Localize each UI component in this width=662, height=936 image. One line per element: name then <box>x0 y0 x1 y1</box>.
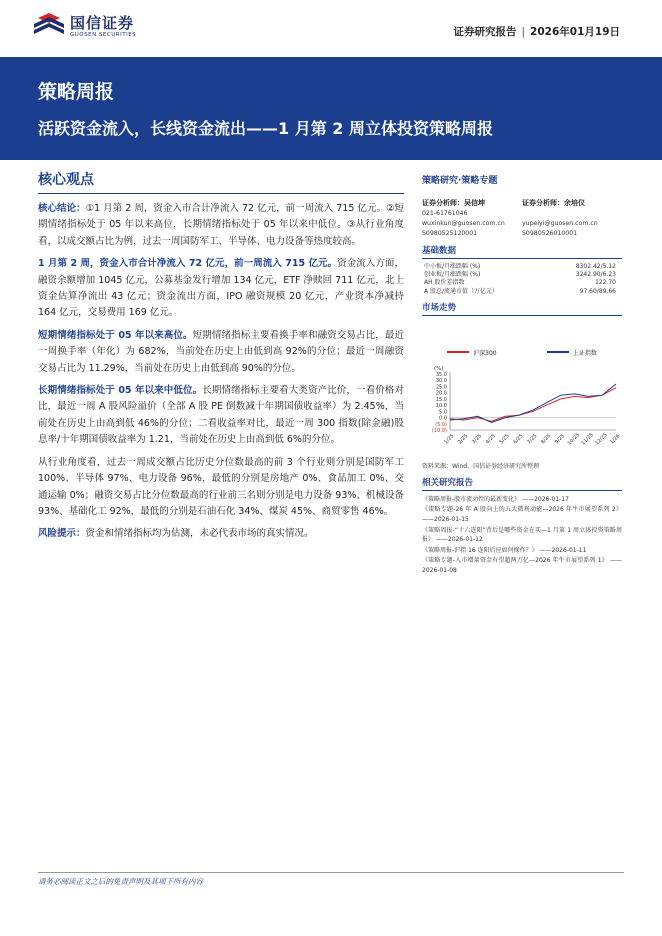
analyst-phone <box>522 209 622 219</box>
x-tick-label: 1/26 <box>609 433 622 446</box>
basic-data-value: 3242.90/6.23 <box>575 271 616 279</box>
y-tick-label: 15.0 <box>435 396 447 403</box>
y-tick-label: 5.0 <box>439 409 447 416</box>
x-tick-label: 1/25 <box>443 433 456 446</box>
guosen-logo <box>32 12 136 40</box>
logo-name-cn: 国信证券 <box>70 13 135 32</box>
paragraph-text: 资金和情绪指标均为估测，未必代表市场的真实情况。 <box>85 528 314 540</box>
y-tick-label: 30.0 <box>435 378 447 385</box>
analyst-license: S0980525120001 <box>422 230 478 237</box>
related-report-item[interactable]: 《策略专题-入市增量资金有望超两万亿—2026 年牛市展望系列 1》 ——2026-01-08 <box>422 557 622 574</box>
paragraph-text: ①1 月第 2 周，资金入市合计净流入 72 亿元，前一周流入 715 亿元。②短期情绪指标处于 05 年以来高位，长期情绪指标处于 05 年以来中低位。③从行业角度看，以成交额占比为例，过去一周国防军工、半导体、电力设备等热度较高。 <box>38 203 404 247</box>
related-reports-heading: 相关研究报告 <box>422 477 622 491</box>
paragraph-lead: 长期情绪指标处于 05 年以来中低位。 <box>38 385 203 397</box>
chart-legend <box>422 348 622 357</box>
related-report-item[interactable]: 《策略周报-沪指 16 连阳后应如何操作？》 ——2026-01-11 <box>422 546 587 554</box>
logo-name-en: GUOSEN SECURITIES <box>70 31 137 38</box>
basic-data-label: 中小板/月涨跌幅 (%) <box>424 263 481 270</box>
basic-data-label: AH 股价差指数 <box>424 279 465 287</box>
core-views-body <box>38 201 404 543</box>
legend-swatch <box>547 351 569 353</box>
paragraph-lead: 核心结论： <box>38 203 86 214</box>
core-paragraph <box>38 201 404 250</box>
basic-data-value: 122.70 <box>595 279 616 287</box>
report-category-title: 策略周报 <box>38 81 115 103</box>
report-type: 证券研究报告 <box>453 26 517 38</box>
analyst-role: 证券分析师： <box>522 199 564 207</box>
paragraph-text: 长期情绪指标主要看大类资产比价，一看价格对比，最近一周 A 股风险溢价（全部 A 股 PE 倒数减十年期国债收益率）为 2.45%，当前处在历史上由高到低 46%的分位；二看收益率对比，最近一周 300 指数(除金融)股息率/十年期国债收益率为 1.21，当前处在历史上由高到低 6%的分位。 <box>38 385 404 446</box>
analyst-email[interactable]: wuxinkun@guosen.com.cn <box>422 220 505 227</box>
research-category: 策略研究·策略专题 <box>422 176 498 186</box>
report-date: 2026年01月19日 <box>530 26 620 38</box>
report-type-line: 证券研究报告 | 2026年01月19日 <box>453 26 620 38</box>
legend-swatch <box>447 351 469 353</box>
y-tick-label: 25.0 <box>435 384 447 391</box>
x-tick-label: 2/25 <box>457 433 470 446</box>
basic-data-row <box>422 263 622 271</box>
y-tick-label: 20.0 <box>435 390 447 397</box>
analyst-role: 证券分析师： <box>422 199 464 207</box>
guosen-logo-icon <box>32 12 66 40</box>
market-trend-heading: 市场走势 <box>422 302 622 316</box>
sidebar <box>422 174 622 577</box>
paragraph-text: 从行业角度看，过去一周成交额占比历史分位数最高的前 3 个行业则分别是国防军工 100%、半导体 97%、电力设备 96%，最低的分别是房地产 0%、食品加工 0%、交通运输 0%；融资交易占比分位数最高的行业前三名则分别是电力设备 93%、机械设备 93%、基础化工 92%，最低的分别是石油石化 34%、煤炭 45%、商贸零售 46%。 <box>38 456 404 517</box>
analyst-name: 余培仪 <box>564 199 585 207</box>
title-banner <box>0 57 662 160</box>
y-tick-label: (5.0) <box>435 421 447 428</box>
series-line-1 <box>450 384 616 423</box>
x-tick-label: 5/25 <box>498 433 511 446</box>
analyst-1 <box>422 198 522 239</box>
x-tick-label: 6/25 <box>512 433 525 446</box>
basic-data-value: 8302.42/5.12 <box>575 263 616 270</box>
basic-data-row <box>422 279 622 287</box>
x-tick-label: 7/25 <box>526 433 539 446</box>
basic-data-value: 97.60/89.66 <box>579 287 616 295</box>
x-tick-label: 12/25 <box>594 431 609 447</box>
x-tick-label: 10/25 <box>566 431 582 447</box>
x-tick-label: 4/25 <box>484 433 497 446</box>
footer-disclaimer: 请务必阅读正文之后的免责声明及其项下所有内容 <box>38 872 624 887</box>
core-paragraph <box>38 383 404 449</box>
basic-data-label: 创业板/月涨跌幅 (%) <box>424 271 481 279</box>
market-trend-svg <box>422 318 622 456</box>
paragraph-lead: 风险提示： <box>38 528 86 540</box>
basic-data-label: A 股总/流通市值（万亿元） <box>424 287 499 295</box>
y-axis-unit: (%) <box>434 365 444 372</box>
basic-data-table <box>422 263 622 296</box>
core-paragraph <box>38 328 404 377</box>
market-trend-chart <box>422 318 622 456</box>
y-tick-label: 10.0 <box>435 402 447 409</box>
analyst-block <box>422 198 622 239</box>
core-views-column <box>38 170 404 549</box>
legend-label: 沪深300 <box>473 349 497 357</box>
paragraph-lead: 短期情绪指标处于 05 年以来高位。 <box>38 329 193 341</box>
basic-data-heading: 基础数据 <box>422 245 622 259</box>
x-tick-label: 8/25 <box>540 433 553 446</box>
related-report-item[interactable]: 《策略专题-26 年 A 股向上的五大微观动能—2026 年牛市展望系列 2》 ——2026-01-15 <box>422 506 622 523</box>
legend-item-shanghai <box>547 348 597 357</box>
core-paragraph <box>38 526 404 542</box>
y-tick-label: (10.0) <box>431 427 447 434</box>
y-tick-label: 35.0 <box>435 371 447 378</box>
analyst-phone: 021-61761046 <box>422 210 468 217</box>
y-tick-label: 0.0 <box>439 415 447 422</box>
core-paragraph <box>38 256 404 322</box>
core-views-heading: 核心观点 <box>38 170 404 194</box>
paragraph-text: 短期情绪指标主要看换手率和融资交易占比，最近一周换手率（年化）为 682%，当前处在历史上由低到高 92%的分位；最近一周融资交易占比为 11.29%，当前处在历史上由低到高 90%的分位。 <box>38 329 404 374</box>
core-paragraph <box>38 455 404 521</box>
x-tick-label: 11/25 <box>580 431 595 447</box>
paragraph-lead: 1 月第 2 周，资金入市合计净流入 72 亿元，前一周流入 715 亿元。 <box>38 258 338 270</box>
x-tick-label: 3/25 <box>470 433 484 446</box>
legend-item-hs300 <box>447 348 496 357</box>
analyst-2 <box>522 198 622 239</box>
related-report-item[interactable]: 《策略周报-股市流动性的最新变化》 ——2026-01-17 <box>422 495 569 503</box>
basic-data-row <box>422 288 622 296</box>
related-reports-list <box>422 495 622 576</box>
analyst-email[interactable]: yupeiyi@guosen.com.cn <box>522 220 598 227</box>
x-tick-label: 9/25 <box>553 433 567 446</box>
analyst-name: 吴信坤 <box>464 199 485 207</box>
series-line-0 <box>450 388 616 422</box>
report-title: 活跃资金流入，长线资金流出——1 月第 2 周立体投资策略周报 <box>38 119 493 138</box>
paragraph-text: 资金流入方面，融资余额增加 1045 亿元，公募基金发行增加 134 亿元，ETF 净赎回 711 亿元，北上资金估算净流出 43 亿元；资金流出方面，IPO 融资规模 20 亿元，产业资本净减持 164 亿元，交易费用 169 亿元。 <box>38 258 404 319</box>
related-report-item[interactable]: 《策略周报-“十六连阳”背后是哪些资金在买—1 月第 1 周立体投资策略周报》 ——2026-01-12 <box>422 526 622 544</box>
chart-source: 资料来源：Wind、国信证券经济研究所整理 <box>422 462 540 470</box>
analyst-license: S0980526010001 <box>522 230 578 237</box>
legend-label: 上证指数 <box>572 349 597 357</box>
